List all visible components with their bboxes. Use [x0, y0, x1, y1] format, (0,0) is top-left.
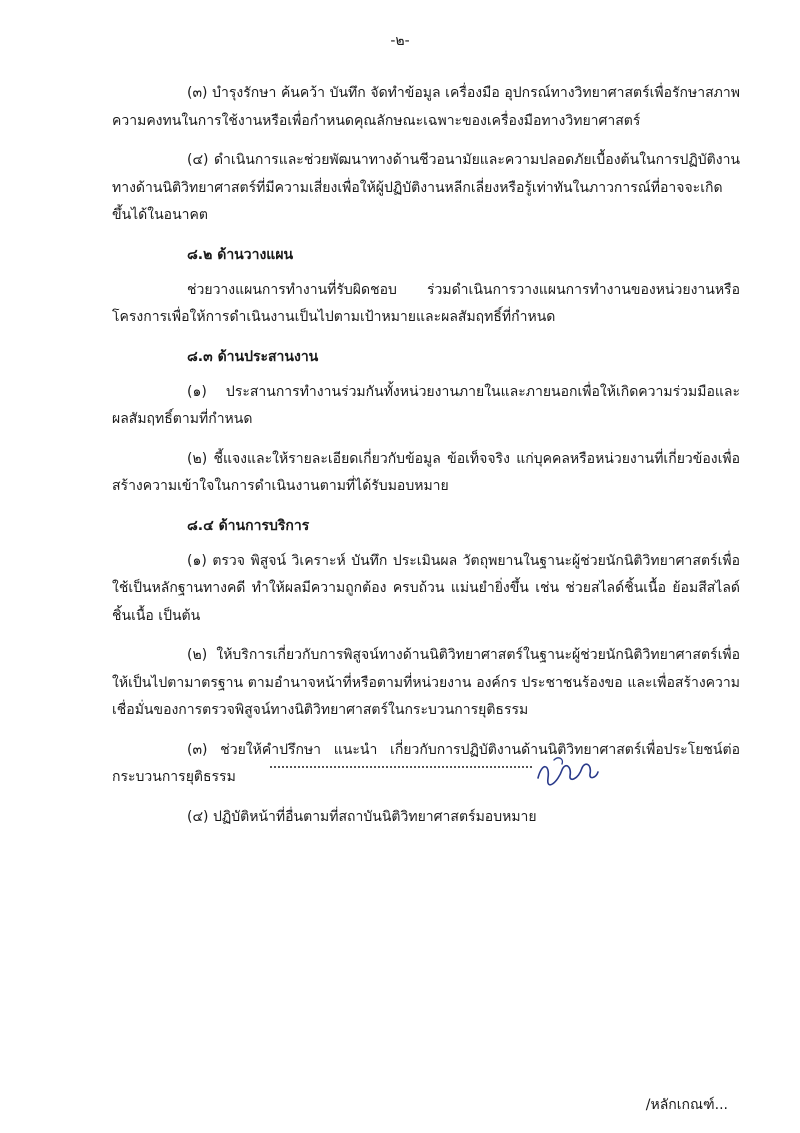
service-item-3: (๓) ช่วยให้คำปรึกษา แนะนำ เกี่ยวกับการปฏิบัติงานด้านนิติวิทยาศาสตร์เพื่อประโยชน์ต่อกระบวนการยุติธรรม [112, 741, 740, 785]
section-heading-coordination: ๘.๓ ด้านประสานงาน [187, 348, 319, 365]
coordination-item-1: (๑) ประสานการทำงานร่วมกันทั้งหน่วยงานภายในและภายนอกเพื่อให้เกิดความร่วมมือและผลสัมฤทธิ์ตามที่กำหนด [112, 383, 740, 427]
page-number: -๒- [390, 33, 410, 49]
planning-paragraph: ช่วยวางแผนการทำงานที่รับผิดชอบ ร่วมดำเนินการวางแผนการทำงานของหน่วยงานหรือโครงการเพื่อให้การดำเนินงานเป็นไปตามเป้าหมายและผลสัมฤทธิ์ที่กำหนด [112, 281, 740, 325]
duty-item-3: (๓) บำรุงรักษา ค้นคว้า บันทึก จัดทำข้อมูล เครื่องมือ อุปกรณ์ทางวิทยาศาสตร์เพื่อรักษาสภาพความคงทนในการใช้งานหรือเพื่อกำหนดคุณลักษณะเฉพาะของเครื่องมือทางวิทยาศาสตร์ [112, 85, 740, 129]
section-heading-planning: ๘.๒ ด้านวางแผน [187, 246, 294, 263]
document-body [112, 80, 740, 843]
signature-dotted-line [270, 766, 532, 768]
section-heading-service: ๘.๔ ด้านการบริการ [187, 517, 310, 534]
service-item-2: (๒) ให้บริการเกี่ยวกับการพิสูจน์ทางด้านนิติวิทยาศาสตร์ในฐานะผู้ช่วยนักนิติวิทยาศาสตร์เพื่อให้เป็นไปตามาตรฐาน ตามอำนาจหน้าที่หรือตามที่หน่วยงาน องค์กร ประชาชนร้องขอ และเพื่อสร้างความเชื่อมั่นของการตรวจพิสูจน์ทางนิติวิทยาศาสตร์ในกระบวนการยุติธรรม [112, 647, 740, 718]
duty-item-4: (๔) ดำเนินการและช่วยพัฒนาทางด้านชีวอนามัยและความปลอดภัยเบื้องต้นในการปฏิบัติงานทางด้านนิติวิทยาศาสตร์ที่มีความเสี่ยงเพื่อให้ผู้ปฏิบัติงานหลีกเลี่ยงหรือรู้เท่าทันในภาวการณ์ที่อาจจะเกิดขึ้นได้ในอนาคต [112, 152, 740, 223]
continuation-marker: /หลักเกณฑ์... [645, 1097, 728, 1113]
signature-block [270, 752, 590, 792]
service-item-4: (๔) ปฏิบัติหน้าที่อื่นตามที่สถาบันนิติวิทยาศาสตร์มอบหมาย [187, 808, 537, 825]
service-item-1: (๑) ตรวจ พิสูจน์ วิเคราะห์ บันทึก ประเมินผล วัตถุพยานในฐานะผู้ช่วยนักนิติวิทยาศาสตร์เพื่อใช้เป็นหลักฐานทางคดี ทำให้ผลมีความถูกต้อง ครบถ้วน แม่นยำยิ่งขึ้น เช่น ช่วยสไลด์ชิ้นเนื้อ ย้อมสีสไลด์ชิ้นเนื้อ เป็นต้น [112, 552, 740, 624]
coordination-item-2: (๒) ชี้แจงและให้รายละเอียดเกี่ยวกับข้อมูล ข้อเท็จจริง แก่บุคคลหรือหน่วยงานที่เกี่ยวข้องเพื่อสร้างความเข้าใจในการดำเนินงานตามที่ได้รับมอบหมาย [112, 450, 740, 494]
handwritten-signature-icon [532, 752, 602, 792]
